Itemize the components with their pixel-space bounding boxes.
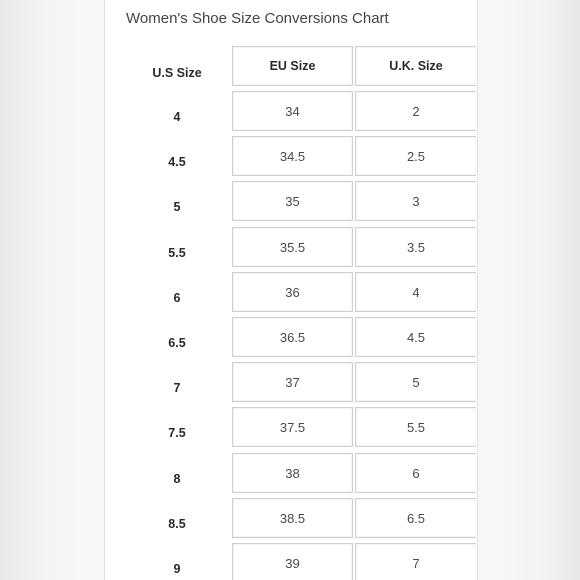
header-eu-size: EU Size <box>232 46 353 86</box>
us-size-cell: 5.5 <box>168 246 186 260</box>
us-size-cell: 8.5 <box>168 517 186 531</box>
uk-size-cell: 7 <box>355 543 476 580</box>
uk-size-cell: 4.5 <box>355 317 476 357</box>
uk-size-cell: 4 <box>355 272 476 312</box>
uk-size-cell: 6 <box>355 453 476 493</box>
eu-size-cell: 36.5 <box>232 317 353 357</box>
eu-size-cell: 35.5 <box>232 227 353 267</box>
uk-size-cell: 6.5 <box>355 498 476 538</box>
uk-size-cell: 5.5 <box>355 407 476 447</box>
uk-size-cell: 2.5 <box>355 136 476 176</box>
us-size-cell: 9 <box>173 562 181 576</box>
us-size-cell: 6 <box>173 291 181 305</box>
uk-size-cell: 3.5 <box>355 227 476 267</box>
header-uk-size: U.K. Size <box>355 46 476 86</box>
eu-size-cell: 37.5 <box>232 407 353 447</box>
eu-size-cell: 36 <box>232 272 353 312</box>
size-chart-card <box>104 0 478 580</box>
eu-size-cell: 37 <box>232 362 353 402</box>
us-size-cell: 4.5 <box>168 155 186 169</box>
eu-size-cell: 38 <box>232 453 353 493</box>
us-size-cell: 4 <box>173 110 181 124</box>
us-size-cell: 5 <box>173 200 181 214</box>
eu-size-cell: 34.5 <box>232 136 353 176</box>
eu-size-cell: 38.5 <box>232 498 353 538</box>
eu-size-cell: 34 <box>232 91 353 131</box>
us-size-cell: 7.5 <box>168 426 186 440</box>
eu-size-cell: 35 <box>232 181 353 221</box>
chart-title: Women's Shoe Size Conversions Chart <box>126 10 389 27</box>
uk-size-cell: 2 <box>355 91 476 131</box>
uk-size-cell: 3 <box>355 181 476 221</box>
header-us-size: U.S Size <box>152 66 202 80</box>
eu-size-cell: 39 <box>232 543 353 580</box>
us-size-cell: 6.5 <box>168 336 186 350</box>
us-size-cell: 7 <box>173 381 181 395</box>
uk-size-cell: 5 <box>355 362 476 402</box>
us-size-cell: 8 <box>173 472 181 486</box>
